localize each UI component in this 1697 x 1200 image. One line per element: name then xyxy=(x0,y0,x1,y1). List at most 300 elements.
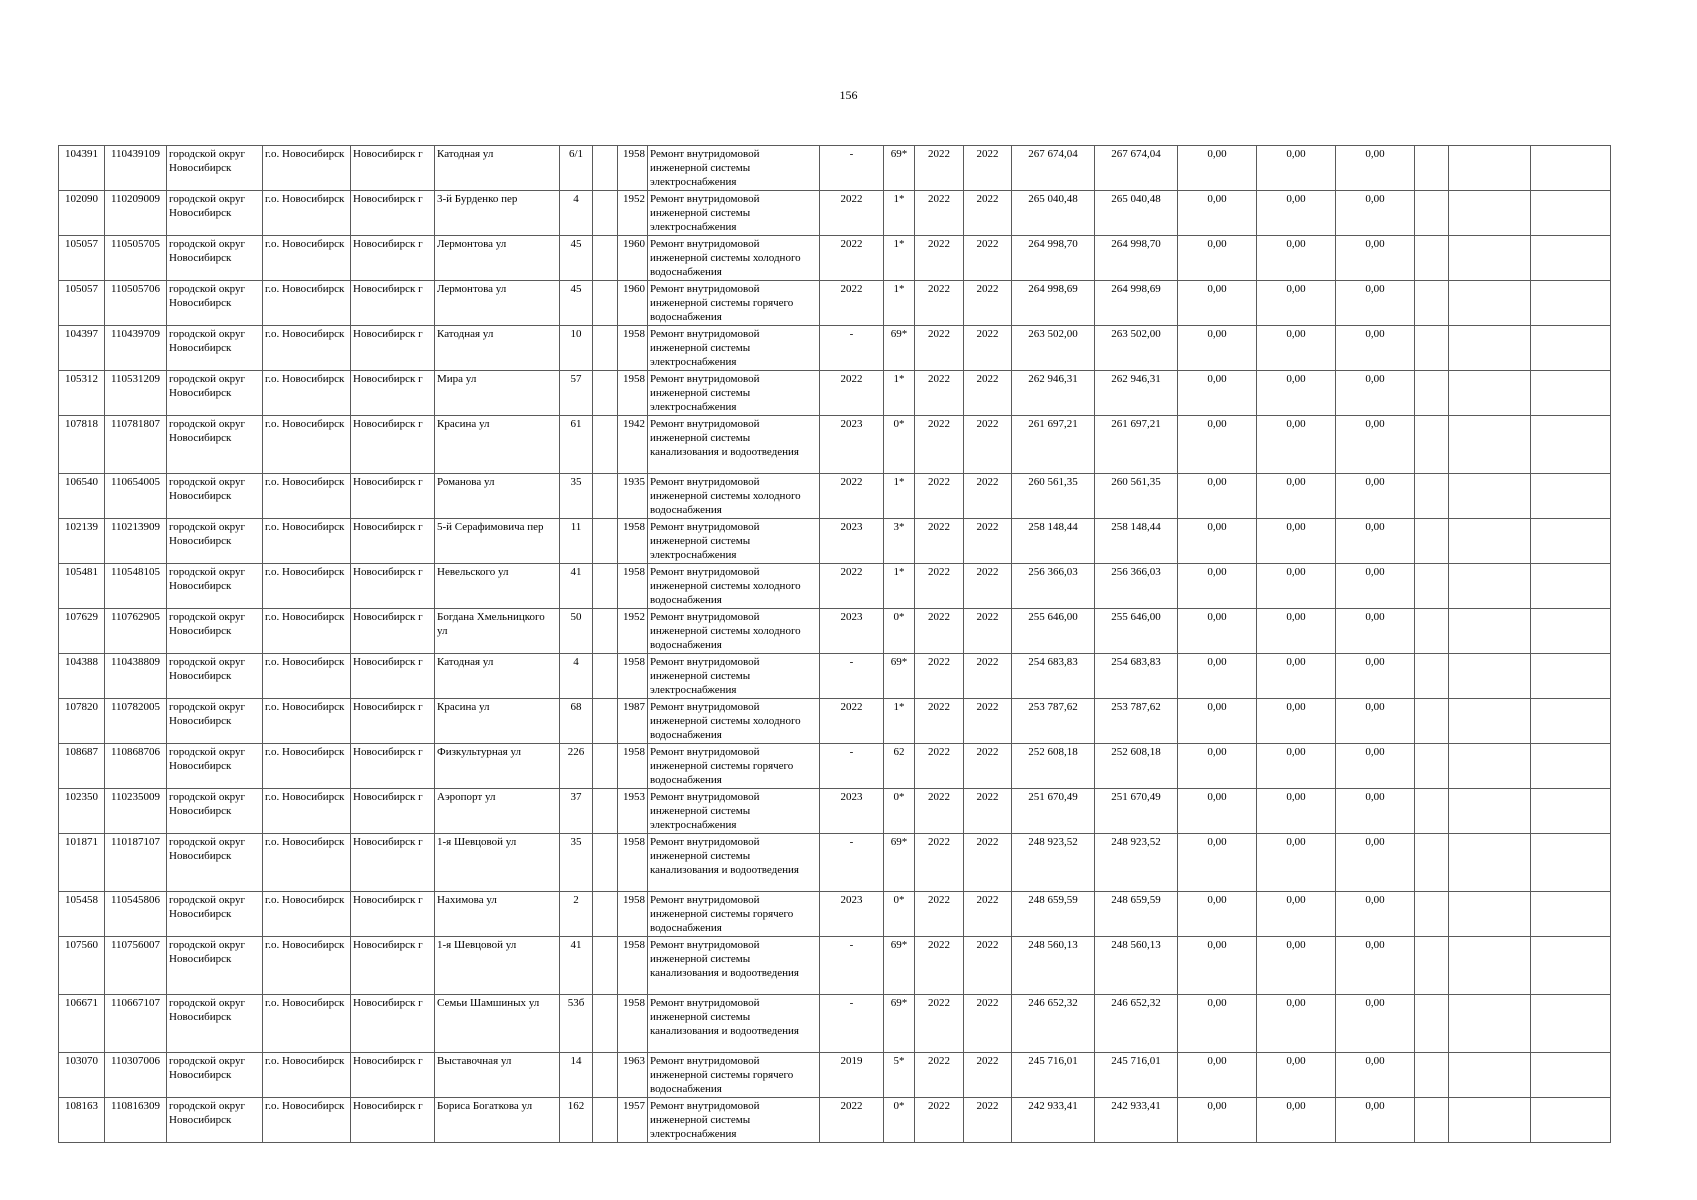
district-cell: городской округ Новосибирск xyxy=(167,519,263,564)
building-cell xyxy=(593,609,618,654)
budget-1-cell: 0,00 xyxy=(1178,834,1257,892)
budget-1-cell: 0,00 xyxy=(1178,937,1257,995)
fund-cost-cell: 252 608,18 xyxy=(1095,744,1178,789)
fund-cost-cell: 262 946,31 xyxy=(1095,371,1178,416)
empty-cell xyxy=(1415,371,1449,416)
work-code-cell: 110438809 xyxy=(105,654,167,699)
build-year-cell: 1935 xyxy=(618,474,648,519)
budget-1-cell: 0,00 xyxy=(1178,474,1257,519)
build-year-cell: 1958 xyxy=(618,937,648,995)
table-row xyxy=(59,146,1611,191)
house-number-cell: 61 xyxy=(560,416,593,474)
wear-cell: 0* xyxy=(884,416,915,474)
budget-3-cell: 0,00 xyxy=(1336,416,1415,474)
empty-cell xyxy=(1449,236,1531,281)
empty-cell xyxy=(1449,937,1531,995)
build-year-cell: 1952 xyxy=(618,609,648,654)
total-cost-cell: 255 646,00 xyxy=(1012,609,1095,654)
record-id-cell: 108687 xyxy=(59,744,105,789)
empty-cell xyxy=(1415,995,1449,1053)
plan-start-year-cell: 2022 xyxy=(915,326,964,371)
work-type-cell: Ремонт внутридомовой инженерной системы горячего водоснабжения xyxy=(648,892,820,937)
city-cell: Новосибирск г xyxy=(351,474,435,519)
table-row xyxy=(59,564,1611,609)
record-id-cell: 105458 xyxy=(59,892,105,937)
survey-year-cell: 2022 xyxy=(820,564,884,609)
plan-start-year-cell: 2022 xyxy=(915,236,964,281)
record-id-cell: 103070 xyxy=(59,1053,105,1098)
survey-year-cell: 2022 xyxy=(820,236,884,281)
work-type-cell: Ремонт внутридомовой инженерной системы холодного водоснабжения xyxy=(648,609,820,654)
work-code-cell: 110209009 xyxy=(105,191,167,236)
house-number-cell: 35 xyxy=(560,834,593,892)
wear-cell: 1* xyxy=(884,281,915,326)
municipality-cell: г.о. Новосибирск xyxy=(263,789,351,834)
wear-cell: 1* xyxy=(884,474,915,519)
plan-start-year-cell: 2022 xyxy=(915,892,964,937)
city-cell: Новосибирск г xyxy=(351,416,435,474)
work-type-cell: Ремонт внутридомовой инженерной системы электроснабжения xyxy=(648,326,820,371)
work-code-cell: 110781807 xyxy=(105,416,167,474)
plan-start-year-cell: 2022 xyxy=(915,146,964,191)
street-cell: Нахимова ул xyxy=(435,892,560,937)
plan-end-year-cell: 2022 xyxy=(964,744,1012,789)
work-type-cell: Ремонт внутридомовой инженерной системы канализования и водоотведения xyxy=(648,937,820,995)
plan-end-year-cell: 2022 xyxy=(964,281,1012,326)
fund-cost-cell: 258 148,44 xyxy=(1095,519,1178,564)
budget-3-cell: 0,00 xyxy=(1336,281,1415,326)
budget-3-cell: 0,00 xyxy=(1336,609,1415,654)
building-cell xyxy=(593,519,618,564)
work-type-cell: Ремонт внутридомовой инженерной системы горячего водоснабжения xyxy=(648,744,820,789)
work-type-cell: Ремонт внутридомовой инженерной системы электроснабжения xyxy=(648,191,820,236)
table-row xyxy=(59,609,1611,654)
empty-cell xyxy=(1531,326,1611,371)
plan-start-year-cell: 2022 xyxy=(915,744,964,789)
plan-end-year-cell: 2022 xyxy=(964,326,1012,371)
budget-3-cell: 0,00 xyxy=(1336,937,1415,995)
empty-cell xyxy=(1415,564,1449,609)
empty-cell xyxy=(1531,236,1611,281)
building-cell xyxy=(593,474,618,519)
plan-end-year-cell: 2022 xyxy=(964,609,1012,654)
record-id-cell: 102090 xyxy=(59,191,105,236)
page-number: 156 xyxy=(839,88,858,102)
work-code-cell: 110782005 xyxy=(105,699,167,744)
house-number-cell: 45 xyxy=(560,281,593,326)
plan-end-year-cell: 2022 xyxy=(964,699,1012,744)
building-cell xyxy=(593,789,618,834)
build-year-cell: 1958 xyxy=(618,744,648,789)
plan-start-year-cell: 2022 xyxy=(915,834,964,892)
municipality-cell: г.о. Новосибирск xyxy=(263,519,351,564)
budget-3-cell: 0,00 xyxy=(1336,789,1415,834)
municipality-cell: г.о. Новосибирск xyxy=(263,937,351,995)
empty-cell xyxy=(1531,654,1611,699)
wear-cell: 69* xyxy=(884,937,915,995)
work-type-cell: Ремонт внутридомовой инженерной системы электроснабжения xyxy=(648,1098,820,1143)
budget-3-cell: 0,00 xyxy=(1336,744,1415,789)
empty-cell xyxy=(1531,744,1611,789)
total-cost-cell: 264 998,69 xyxy=(1012,281,1095,326)
budget-2-cell: 0,00 xyxy=(1257,937,1336,995)
plan-end-year-cell: 2022 xyxy=(964,416,1012,474)
empty-cell xyxy=(1449,281,1531,326)
work-code-cell: 110187107 xyxy=(105,834,167,892)
build-year-cell: 1958 xyxy=(618,654,648,699)
work-code-cell: 110548105 xyxy=(105,564,167,609)
municipality-cell: г.о. Новосибирск xyxy=(263,326,351,371)
budget-1-cell: 0,00 xyxy=(1178,371,1257,416)
district-cell: городской округ Новосибирск xyxy=(167,699,263,744)
survey-year-cell: 2022 xyxy=(820,371,884,416)
district-cell: городской округ Новосибирск xyxy=(167,371,263,416)
build-year-cell: 1958 xyxy=(618,834,648,892)
house-number-cell: 11 xyxy=(560,519,593,564)
survey-year-cell: 2022 xyxy=(820,1098,884,1143)
table-row xyxy=(59,699,1611,744)
city-cell: Новосибирск г xyxy=(351,892,435,937)
record-id-cell: 105481 xyxy=(59,564,105,609)
building-cell xyxy=(593,1098,618,1143)
work-code-cell: 110756007 xyxy=(105,937,167,995)
municipality-cell: г.о. Новосибирск xyxy=(263,191,351,236)
plan-end-year-cell: 2022 xyxy=(964,892,1012,937)
wear-cell: 1* xyxy=(884,191,915,236)
house-number-cell: 226 xyxy=(560,744,593,789)
empty-cell xyxy=(1531,146,1611,191)
build-year-cell: 1958 xyxy=(618,371,648,416)
plan-end-year-cell: 2022 xyxy=(964,1098,1012,1143)
budget-1-cell: 0,00 xyxy=(1178,236,1257,281)
work-type-cell: Ремонт внутридомовой инженерной системы горячего водоснабжения xyxy=(648,1053,820,1098)
building-cell xyxy=(593,937,618,995)
budget-1-cell: 0,00 xyxy=(1178,416,1257,474)
plan-start-year-cell: 2022 xyxy=(915,1098,964,1143)
work-type-cell: Ремонт внутридомовой инженерной системы электроснабжения xyxy=(648,146,820,191)
build-year-cell: 1958 xyxy=(618,519,648,564)
city-cell: Новосибирск г xyxy=(351,699,435,744)
municipality-cell: г.о. Новосибирск xyxy=(263,1053,351,1098)
plan-end-year-cell: 2022 xyxy=(964,191,1012,236)
city-cell: Новосибирск г xyxy=(351,564,435,609)
survey-year-cell: 2022 xyxy=(820,281,884,326)
wear-cell: 0* xyxy=(884,1098,915,1143)
fund-cost-cell: 251 670,49 xyxy=(1095,789,1178,834)
municipality-cell: г.о. Новосибирск xyxy=(263,609,351,654)
wear-cell: 69* xyxy=(884,654,915,699)
district-cell: городской округ Новосибирск xyxy=(167,654,263,699)
municipality-cell: г.о. Новосибирск xyxy=(263,1098,351,1143)
work-code-cell: 110307006 xyxy=(105,1053,167,1098)
work-code-cell: 110439109 xyxy=(105,146,167,191)
survey-year-cell: - xyxy=(820,326,884,371)
plan-end-year-cell: 2022 xyxy=(964,371,1012,416)
street-cell: Красина ул xyxy=(435,416,560,474)
district-cell: городской округ Новосибирск xyxy=(167,609,263,654)
house-number-cell: 14 xyxy=(560,1053,593,1098)
plan-start-year-cell: 2022 xyxy=(915,1053,964,1098)
total-cost-cell: 251 670,49 xyxy=(1012,789,1095,834)
building-cell xyxy=(593,191,618,236)
record-id-cell: 107560 xyxy=(59,937,105,995)
budget-3-cell: 0,00 xyxy=(1336,654,1415,699)
record-id-cell: 106540 xyxy=(59,474,105,519)
build-year-cell: 1952 xyxy=(618,191,648,236)
street-cell: Красина ул xyxy=(435,699,560,744)
empty-cell xyxy=(1531,937,1611,995)
plan-start-year-cell: 2022 xyxy=(915,474,964,519)
empty-cell xyxy=(1415,146,1449,191)
district-cell: городской округ Новосибирск xyxy=(167,564,263,609)
plan-end-year-cell: 2022 xyxy=(964,519,1012,564)
street-cell: Семьи Шамшиных ул xyxy=(435,995,560,1053)
survey-year-cell: - xyxy=(820,995,884,1053)
fund-cost-cell: 263 502,00 xyxy=(1095,326,1178,371)
record-id-cell: 105312 xyxy=(59,371,105,416)
empty-cell xyxy=(1415,326,1449,371)
street-cell: Физкультурная ул xyxy=(435,744,560,789)
work-code-cell: 110235009 xyxy=(105,789,167,834)
municipality-cell: г.о. Новосибирск xyxy=(263,995,351,1053)
city-cell: Новосибирск г xyxy=(351,326,435,371)
building-cell xyxy=(593,416,618,474)
street-cell: 3-й Бурденко пер xyxy=(435,191,560,236)
table-row xyxy=(59,937,1611,995)
house-number-cell: 4 xyxy=(560,191,593,236)
empty-cell xyxy=(1415,191,1449,236)
empty-cell xyxy=(1531,1098,1611,1143)
district-cell: городской округ Новосибирск xyxy=(167,146,263,191)
municipality-cell: г.о. Новосибирск xyxy=(263,146,351,191)
wear-cell: 69* xyxy=(884,834,915,892)
house-number-cell: 6/1 xyxy=(560,146,593,191)
build-year-cell: 1960 xyxy=(618,281,648,326)
work-type-cell: Ремонт внутридомовой инженерной системы холодного водоснабжения xyxy=(648,564,820,609)
work-type-cell: Ремонт внутридомовой инженерной системы канализования и водоотведения xyxy=(648,416,820,474)
empty-cell xyxy=(1449,146,1531,191)
budget-2-cell: 0,00 xyxy=(1257,146,1336,191)
municipality-cell: г.о. Новосибирск xyxy=(263,371,351,416)
wear-cell: 69* xyxy=(884,995,915,1053)
wear-cell: 1* xyxy=(884,699,915,744)
total-cost-cell: 248 659,59 xyxy=(1012,892,1095,937)
record-id-cell: 105057 xyxy=(59,236,105,281)
empty-cell xyxy=(1531,995,1611,1053)
city-cell: Новосибирск г xyxy=(351,1098,435,1143)
plan-end-year-cell: 2022 xyxy=(964,789,1012,834)
budget-3-cell: 0,00 xyxy=(1336,519,1415,564)
total-cost-cell: 264 998,70 xyxy=(1012,236,1095,281)
building-cell xyxy=(593,564,618,609)
survey-year-cell: 2023 xyxy=(820,789,884,834)
city-cell: Новосибирск г xyxy=(351,834,435,892)
total-cost-cell: 242 933,41 xyxy=(1012,1098,1095,1143)
street-cell: 5-й Серафимовича пер xyxy=(435,519,560,564)
fund-cost-cell: 242 933,41 xyxy=(1095,1098,1178,1143)
municipality-cell: г.о. Новосибирск xyxy=(263,416,351,474)
house-number-cell: 35 xyxy=(560,474,593,519)
fund-cost-cell: 248 659,59 xyxy=(1095,892,1178,937)
budget-2-cell: 0,00 xyxy=(1257,995,1336,1053)
empty-cell xyxy=(1415,609,1449,654)
house-number-cell: 2 xyxy=(560,892,593,937)
total-cost-cell: 245 716,01 xyxy=(1012,1053,1095,1098)
budget-2-cell: 0,00 xyxy=(1257,699,1336,744)
build-year-cell: 1960 xyxy=(618,236,648,281)
city-cell: Новосибирск г xyxy=(351,789,435,834)
total-cost-cell: 265 040,48 xyxy=(1012,191,1095,236)
district-cell: городской округ Новосибирск xyxy=(167,281,263,326)
table-row xyxy=(59,744,1611,789)
record-id-cell: 108163 xyxy=(59,1098,105,1143)
survey-year-cell: 2019 xyxy=(820,1053,884,1098)
fund-cost-cell: 264 998,69 xyxy=(1095,281,1178,326)
record-id-cell: 102139 xyxy=(59,519,105,564)
budget-1-cell: 0,00 xyxy=(1178,609,1257,654)
survey-year-cell: - xyxy=(820,834,884,892)
work-code-cell: 110505705 xyxy=(105,236,167,281)
budget-3-cell: 0,00 xyxy=(1336,1098,1415,1143)
empty-cell xyxy=(1449,1053,1531,1098)
table-row xyxy=(59,654,1611,699)
house-number-cell: 162 xyxy=(560,1098,593,1143)
empty-cell xyxy=(1449,564,1531,609)
municipality-cell: г.о. Новосибирск xyxy=(263,892,351,937)
plan-start-year-cell: 2022 xyxy=(915,519,964,564)
budget-1-cell: 0,00 xyxy=(1178,281,1257,326)
district-cell: городской округ Новосибирск xyxy=(167,326,263,371)
building-cell xyxy=(593,892,618,937)
fund-cost-cell: 264 998,70 xyxy=(1095,236,1178,281)
house-number-cell: 41 xyxy=(560,564,593,609)
budget-3-cell: 0,00 xyxy=(1336,1053,1415,1098)
empty-cell xyxy=(1415,519,1449,564)
work-type-cell: Ремонт внутридомовой инженерной системы электроснабжения xyxy=(648,371,820,416)
budget-1-cell: 0,00 xyxy=(1178,564,1257,609)
plan-end-year-cell: 2022 xyxy=(964,236,1012,281)
fund-cost-cell: 267 674,04 xyxy=(1095,146,1178,191)
plan-end-year-cell: 2022 xyxy=(964,995,1012,1053)
table-row xyxy=(59,191,1611,236)
street-cell: Аэропорт ул xyxy=(435,789,560,834)
district-cell: городской округ Новосибирск xyxy=(167,995,263,1053)
total-cost-cell: 246 652,32 xyxy=(1012,995,1095,1053)
building-cell xyxy=(593,1053,618,1098)
fund-cost-cell: 253 787,62 xyxy=(1095,699,1178,744)
fund-cost-cell: 265 040,48 xyxy=(1095,191,1178,236)
table-row xyxy=(59,995,1611,1053)
empty-cell xyxy=(1449,995,1531,1053)
municipality-cell: г.о. Новосибирск xyxy=(263,744,351,789)
plan-start-year-cell: 2022 xyxy=(915,371,964,416)
work-code-cell: 110667107 xyxy=(105,995,167,1053)
table-row xyxy=(59,474,1611,519)
plan-end-year-cell: 2022 xyxy=(964,564,1012,609)
building-cell xyxy=(593,654,618,699)
plan-end-year-cell: 2022 xyxy=(964,834,1012,892)
total-cost-cell: 267 674,04 xyxy=(1012,146,1095,191)
total-cost-cell: 253 787,62 xyxy=(1012,699,1095,744)
budget-3-cell: 0,00 xyxy=(1336,834,1415,892)
empty-cell xyxy=(1531,699,1611,744)
house-number-cell: 53б xyxy=(560,995,593,1053)
wear-cell: 0* xyxy=(884,609,915,654)
city-cell: Новосибирск г xyxy=(351,995,435,1053)
budget-2-cell: 0,00 xyxy=(1257,474,1336,519)
empty-cell xyxy=(1415,654,1449,699)
fund-cost-cell: 248 560,13 xyxy=(1095,937,1178,995)
city-cell: Новосибирск г xyxy=(351,519,435,564)
house-number-cell: 68 xyxy=(560,699,593,744)
budget-2-cell: 0,00 xyxy=(1257,371,1336,416)
total-cost-cell: 254 683,83 xyxy=(1012,654,1095,699)
plan-end-year-cell: 2022 xyxy=(964,937,1012,995)
building-cell xyxy=(593,995,618,1053)
empty-cell xyxy=(1531,1053,1611,1098)
fund-cost-cell: 261 697,21 xyxy=(1095,416,1178,474)
work-type-cell: Ремонт внутридомовой инженерной системы холодного водоснабжения xyxy=(648,236,820,281)
empty-cell xyxy=(1531,416,1611,474)
budget-2-cell: 0,00 xyxy=(1257,1098,1336,1143)
work-type-cell: Ремонт внутридомовой инженерной системы горячего водоснабжения xyxy=(648,281,820,326)
build-year-cell: 1958 xyxy=(618,892,648,937)
building-cell xyxy=(593,744,618,789)
work-code-cell: 110213909 xyxy=(105,519,167,564)
empty-cell xyxy=(1531,834,1611,892)
fund-cost-cell: 256 366,03 xyxy=(1095,564,1178,609)
budget-2-cell: 0,00 xyxy=(1257,789,1336,834)
build-year-cell: 1987 xyxy=(618,699,648,744)
budget-1-cell: 0,00 xyxy=(1178,744,1257,789)
empty-cell xyxy=(1415,892,1449,937)
wear-cell: 5* xyxy=(884,1053,915,1098)
total-cost-cell: 256 366,03 xyxy=(1012,564,1095,609)
street-cell: Лермонтова ул xyxy=(435,281,560,326)
city-cell: Новосибирск г xyxy=(351,609,435,654)
table-row xyxy=(59,834,1611,892)
build-year-cell: 1942 xyxy=(618,416,648,474)
table-row xyxy=(59,1053,1611,1098)
work-type-cell: Ремонт внутридомовой инженерной системы холодного водоснабжения xyxy=(648,474,820,519)
empty-cell xyxy=(1415,236,1449,281)
budget-2-cell: 0,00 xyxy=(1257,744,1336,789)
record-id-cell: 107820 xyxy=(59,699,105,744)
budget-1-cell: 0,00 xyxy=(1178,789,1257,834)
building-cell xyxy=(593,326,618,371)
street-cell: Катодная ул xyxy=(435,146,560,191)
total-cost-cell: 262 946,31 xyxy=(1012,371,1095,416)
street-cell: Невельского ул xyxy=(435,564,560,609)
wear-cell: 62 xyxy=(884,744,915,789)
empty-cell xyxy=(1449,609,1531,654)
municipality-cell: г.о. Новосибирск xyxy=(263,699,351,744)
work-type-cell: Ремонт внутридомовой инженерной системы электроснабжения xyxy=(648,789,820,834)
work-code-cell: 110816309 xyxy=(105,1098,167,1143)
record-id-cell: 104397 xyxy=(59,326,105,371)
record-id-cell: 102350 xyxy=(59,789,105,834)
municipality-cell: г.о. Новосибирск xyxy=(263,236,351,281)
repair-program-table xyxy=(58,145,1611,1143)
record-id-cell: 106671 xyxy=(59,995,105,1053)
budget-3-cell: 0,00 xyxy=(1336,474,1415,519)
empty-cell xyxy=(1449,519,1531,564)
wear-cell: 0* xyxy=(884,892,915,937)
budget-2-cell: 0,00 xyxy=(1257,1053,1336,1098)
empty-cell xyxy=(1449,892,1531,937)
table-body xyxy=(59,146,1611,1143)
empty-cell xyxy=(1449,371,1531,416)
